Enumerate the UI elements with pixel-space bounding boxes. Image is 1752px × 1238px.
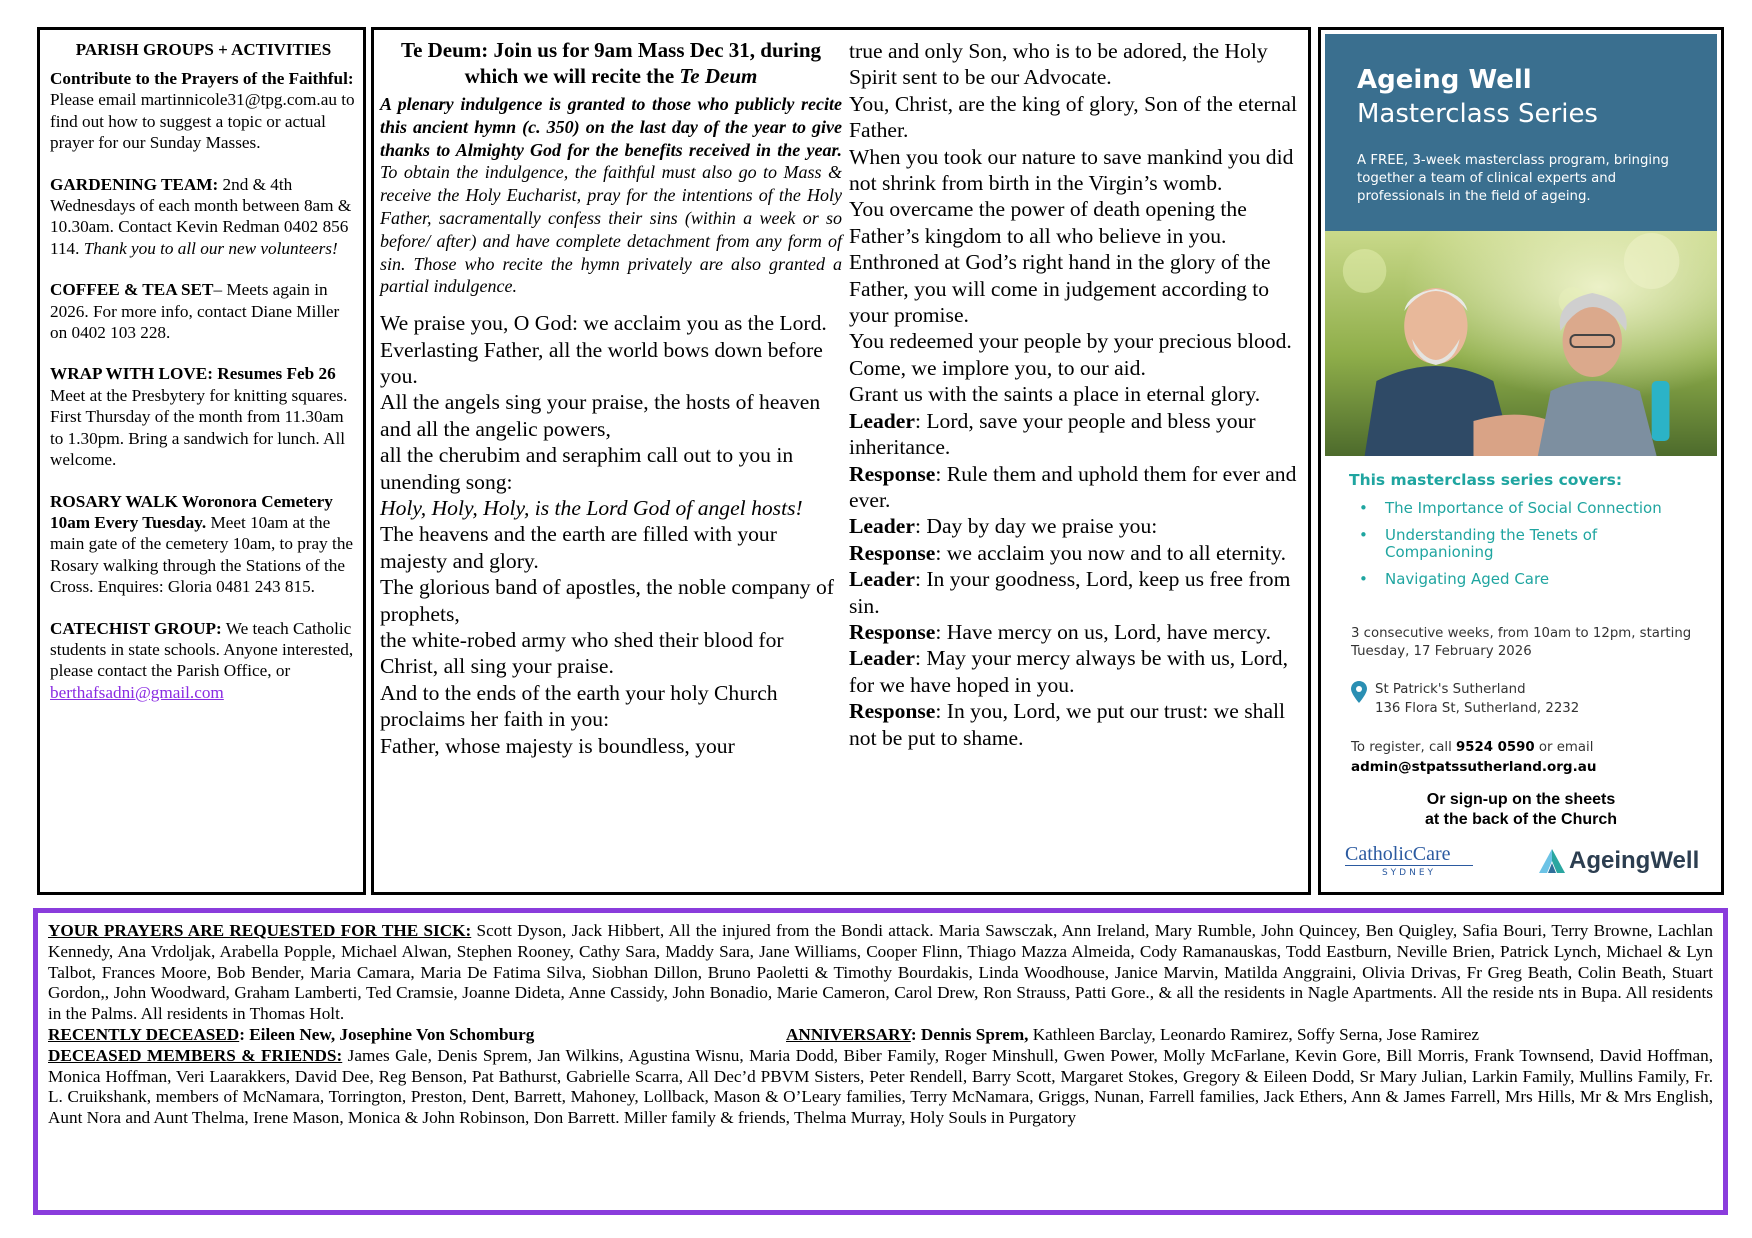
hymn-line: true and only Son, who is to be adored, the Holy Spirit sent to be our Advocate. (849, 39, 1268, 90)
catholiccare-logo-name: CatholicCare (1345, 843, 1473, 866)
leader-text: : May your mercy always be with us, Lord, for we have hoped in you. (849, 646, 1288, 697)
prayers-faithful-text-2: to find out how to suggest a topic or actual prayer for our Sunday Masses. (50, 90, 355, 153)
ageingwell-mark-icon (1539, 849, 1565, 873)
leader-label: Leader (849, 408, 915, 433)
recent-label: RECENTLY DECEASED (48, 1024, 240, 1044)
gardening-title: GARDENING TEAM: (50, 174, 219, 194)
prayers-faithful-email[interactable]: martinnicole31@tpg.com.au (140, 90, 337, 110)
response-line (849, 540, 1304, 566)
hymn-line: And to the ends of the earth your holy Church proclaims her faith in you: (380, 680, 778, 732)
gardening-thanks: Thank you to all our new volunteers! (83, 238, 338, 258)
response-line (849, 619, 1304, 645)
flyer-body (1325, 34, 1717, 888)
deceased-list (48, 1046, 1713, 1129)
hymn-left (380, 310, 842, 759)
anniversary-bold: : Dennis Sprem, (910, 1024, 1029, 1044)
recently-deceased (48, 1025, 786, 1046)
te-deum-column-left (380, 38, 842, 759)
hymn-right (849, 38, 1304, 751)
leader-label: Leader (849, 567, 915, 592)
hymn-line: Father, whose majesty is boundless, your (380, 733, 735, 758)
hymn-line: Enthroned at God’s right hand in the glory of the Father, you will come in judgement according to your promise. (849, 250, 1271, 328)
flyer-topic: • Understanding the Tenets of Companioning (1353, 527, 1693, 561)
register-text: To register, call (1351, 740, 1457, 755)
register-email[interactable]: admin@stpatssutherland.org.au (1351, 759, 1597, 775)
catholiccare-logo (1345, 843, 1473, 878)
prayers-faithful-text: Please email (50, 90, 141, 110)
signup-line-2: at the back of the Church (1424, 811, 1618, 828)
response-label: Response (849, 699, 936, 724)
catholiccare-logo-city: SYDNEY (1381, 868, 1437, 878)
response-text: : In you, Lord, we put our trust: we shall not be put to shame. (849, 699, 1286, 750)
leader-line (849, 408, 1304, 461)
coffee-title: COFFEE & TEA SET (50, 280, 214, 300)
flyer-location-address: 136 Flora St, Sutherland, 2232 (1375, 701, 1580, 716)
leader-text: : Lord, save your people and bless your inheritance. (849, 408, 1256, 460)
recent-anniversary-row (48, 1025, 1713, 1046)
catechist-title: CATECHIST GROUP: (50, 618, 222, 638)
prayers-faithful-title: Contribute to the Prayers of the Faithful: (50, 69, 354, 88)
response-label: Response (849, 461, 936, 486)
prayers-faithful-group (50, 68, 357, 154)
coffee-text: – Meets again in 2026. For more info, contact Diane Miller on 0402 103 228. (50, 280, 340, 343)
leader-label: Leader (849, 646, 915, 671)
response-label: Response (849, 540, 936, 565)
response-text: : Have mercy on us, Lord, have mercy. (935, 619, 1271, 644)
indulgence-bold: A plenary indulgence is granted to those who publicly recite this ancient hymn (c. 350) on the last day of the year to give thanks to Almighty God for the benefits received in the year. (380, 94, 842, 160)
flyer-subtitle: Masterclass Series (1357, 99, 1598, 129)
catechist-group (50, 618, 357, 704)
hymn-line: You redeemed your people by your precious blood. Come, we implore you, to our aid. (849, 329, 1292, 380)
leader-line (849, 513, 1304, 539)
anniversary-names: Kathleen Barclay, Leonardo Ramirez, Soffy Serna, Jose Ramirez (1028, 1024, 1479, 1044)
sick-label: YOUR PRAYERS ARE REQUESTED FOR THE SICK: (48, 921, 472, 940)
indulgence-text (380, 93, 842, 298)
gardening-text: 2nd & 4th Wednesdays of each month between 8am & 10.30am. Contact Kevin Redman 0402 856 114. (50, 174, 352, 258)
flyer-location-name: St Patrick's Sutherland (1375, 682, 1526, 697)
sick-names: Scott Dyson, Jack Hibbert, All the injured from the Bondi attack. Maria Sawsczak, Ann Ireland, Mary Rumble, John Quincey, Ben Quigley, Safia Bouri, Terry Browne, Lachlan Kennedy, Ana Vrdoljak, Arabella Popple, Michael Alwan, Stephen Rooney, Cathy Sara, Maddy Sara, Jane Williams, Cooper Flinn, Thiago Mazza Almeida, Cody Ramanauskas, Todd Eastburn, Neville Brien, Patrick Lynch, Michael & Lyn Talbot, Frances Moore, Bob Bender, Maria Camara, Maria De Fatima Silva, Siobhan Dillon, Bruno Paoletti & Timothy Bourdakis, Linda Woodhouse, Janice Marvin, Matilda Anggraini, Olivia Drivas, Fr Greg Beath, Colin Beath, Stuart Gordon,, John Woodward, Graham Lamberti, Ted Cramsie, Joanne Dideta, Anne Cassidy, John Bonadio, Marie Cameron, Carol Drew, Ron Strauss, Patti Gore., & all the residents in Nagle Apartments. All the reside nts in Bupa. All residents in the Palms. All residents in Thomas Holt. (48, 921, 1714, 1024)
parish-groups-heading: PARISH GROUPS + ACTIVITIES (75, 40, 332, 59)
flyer-title: Ageing Well (1357, 65, 1532, 95)
catechist-email-link[interactable]: berthafsadni@gmail.com (50, 682, 224, 702)
response-line (849, 698, 1304, 751)
hymn-line: The heavens and the earth are filled with your majesty and glory. (380, 522, 777, 573)
catechist-text: We teach Catholic students in state schools. Anyone interested, please contact the Parish Office, or (50, 618, 354, 681)
anniversary-label: ANNIVERSARY (786, 1024, 911, 1044)
location-pin-icon (1351, 681, 1367, 703)
ageing-well-flyer (1318, 27, 1724, 895)
hymn-line: The glorious band of apostles, the noble company of prophets, (380, 575, 834, 626)
te-deum-heading-italic: Te Deum (679, 63, 758, 88)
gardening-group (50, 174, 357, 260)
hymn-line: Grant us with the saints a place in eternal glory. (849, 382, 1261, 407)
parish-groups-panel (37, 27, 366, 895)
flyer-covers-heading: This masterclass series covers: (1349, 471, 1623, 489)
hymn-line: You, Christ, are the king of glory, Son of the eternal Father. (849, 91, 1298, 143)
response-text: : we acclaim you now and to all eternity. (935, 540, 1286, 565)
deceased-label: DECEASED MEMBERS & FRIENDS: (48, 1045, 343, 1065)
hymn-line: the white-robed army who shed their blood for Christ, all sing your praise. (380, 628, 784, 679)
rosary-title: ROSARY WALK Woronora Cemetery 10am Every Tuesday. (50, 491, 333, 532)
hymn-line: Everlasting Father, all the world bows down before you. (380, 337, 823, 388)
te-deum-column-right (849, 38, 1304, 751)
hymn-line: all the cherubim and seraphim call out to you in unending song: (380, 443, 794, 494)
sick-list (48, 921, 1713, 1025)
te-deum-heading (380, 38, 842, 89)
response-text: : Rule them and uphold them for ever and ever. (849, 461, 1297, 512)
leader-line (849, 645, 1304, 698)
hymn-line: You overcame the power of death opening the Father’s kingdom to all who believe in you. (849, 197, 1247, 248)
wrap-text: Meet at the Presbytery for knitting squares. First Thursday of the month from 11.30am to 1.30pm. Bring a sandwich for lunch. All welcome. (50, 385, 348, 470)
deceased-names: James Gale, Denis Sprem, Jan Wilkins, Agustina Wisnu, Maria Dodd, Biber Family, Roger Minshull, Gwen Power, Molly McFarlane, Kevin Gore, Bill Morris, Frank Townsend, David Hoffman, Monica Hoffman, Veri Laarakkers, David Dee, Reg Benson, Pat Bathurst, Gabrielle Scarra, All Dec’d PBVM Sisters, Peter Rendell, Barry Scott, Margaret Stokes, Gregory & Eileen Dodd, Sr Mary Julian, Larkin Family, Mullins Family, Fr. L. Cruikshank, members of McNamara, Torrington, Preston, Dent, Barrett, Mahoney, Lollback, Mason & O’Leary families, Terry McNamara, Griggs, Nunan, Farrell families, Jack Ethers, Ann & James Farrell, Mrs Hills, Mr & Mrs English, Aunt Nora and Aunt Thelma, Irene Mason, Monica & John Robinson, Don Barrett. Miller family & friends, Thelma Murray, Holy Souls in Purgatory (48, 1045, 1714, 1128)
flyer-register (1351, 739, 1593, 757)
hymn-holy-line: Holy, Holy, Holy, is the Lord God of angel hosts! (380, 496, 803, 521)
rosary-text: Meet 10am at the main gate of the cemetery 10am, to pray the Rosary walking through the Stations of the Cross. Enquires: Gloria 0481 243 815. (50, 512, 354, 597)
signup-line-1: Or sign-up on the sheets (1426, 791, 1616, 808)
anniversary (786, 1025, 1479, 1046)
te-deum-panel (371, 27, 1311, 895)
rosary-group (50, 491, 357, 598)
indulgence-rest: To obtain the indulgence, the faithful must also go to Mass & receive the Holy Eucharist, pray for the intentions of the Holy Father, sacramentally confess their sins (within a week or so before/ after) and have complete detachment from any form of sin. Those who recite the hymn privately are also granted a partial indulgence. (380, 162, 842, 297)
couple-photo (1325, 231, 1717, 456)
flyer-topic-list (1353, 500, 1693, 598)
hymn-line: When you took our nature to save mankind you did not shrink from birth in the Virgin’s womb. (849, 144, 1294, 196)
hymn-line: We praise you, O God: we acclaim you as the Lord. (380, 311, 827, 336)
ageingwell-logo-name: AgeingWell (1569, 847, 1700, 874)
prayer-requests-box (33, 908, 1728, 1215)
flyer-description: A FREE, 3-week masterclass program, bringing together a team of clinical experts and professionals in the field of ageing. (1357, 153, 1669, 204)
wrap-group (50, 363, 357, 470)
flyer-topic: • Navigating Aged Care (1353, 571, 1693, 588)
register-or: or email (1534, 740, 1594, 755)
response-line (849, 461, 1304, 514)
flyer-header (1325, 34, 1717, 231)
hymn-line: All the angels sing your praise, the hosts of heaven and all the angelic powers, (380, 390, 821, 441)
recent-names: : Eileen New, Josephine Von Schomburg (239, 1024, 535, 1044)
leader-text: : Day by day we praise you: (914, 514, 1158, 539)
leader-label: Leader (849, 514, 915, 539)
wrap-title: WRAP WITH LOVE: Resumes Feb 26 (50, 364, 336, 384)
leader-text: : In your goodness, Lord, keep us free from sin. (849, 567, 1291, 618)
response-label: Response (849, 619, 936, 644)
te-deum-heading-text: Te Deum: Join us for 9am Mass Dec 31, during which we will recite the (400, 38, 821, 88)
register-phone[interactable]: 9524 0590 (1456, 740, 1535, 755)
flyer-topic: • The Importance of Social Connection (1353, 500, 1693, 517)
leader-line (849, 566, 1304, 619)
coffee-group (50, 279, 357, 343)
flyer-schedule: 3 consecutive weeks, from 10am to 12pm, starting Tuesday, 17 February 2026 (1351, 626, 1692, 659)
